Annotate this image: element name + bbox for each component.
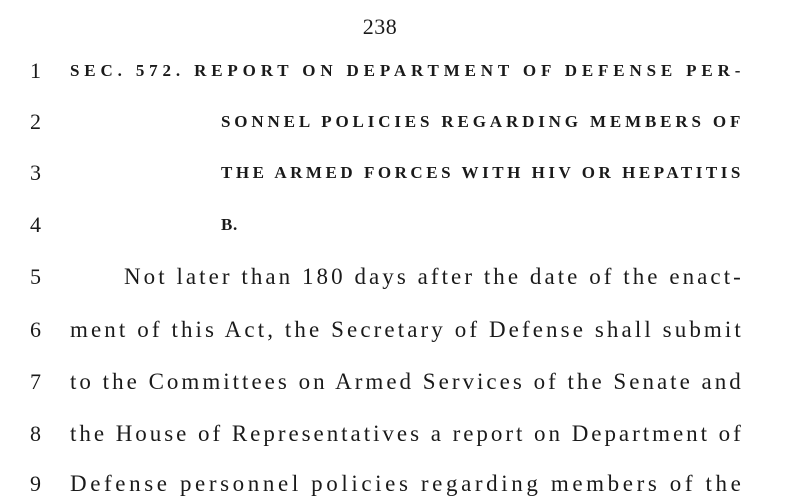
page-number: 238: [362, 14, 398, 39]
line-8: [0, 419, 796, 449]
line-number: 9: [30, 471, 41, 496]
line-number: 8: [30, 421, 41, 446]
line-3: [0, 158, 796, 188]
line-number: 1: [30, 58, 41, 83]
line-number: 2: [30, 109, 41, 134]
body-line: to the Committees on Armed Services of the Senate and: [70, 369, 744, 394]
line-number: 3: [30, 160, 41, 185]
heading-line: SEC. 572. REPORT ON DEPARTMENT OF DEFENSE PER-: [70, 61, 746, 80]
line-number: 4: [30, 212, 41, 237]
line-9: [0, 469, 796, 499]
line-4: [0, 210, 796, 240]
body-line: Defense personnel policies regarding members of the: [70, 471, 745, 496]
line-2: [0, 107, 796, 137]
body-line: Not later than 180 days after the date of the enact-: [124, 264, 744, 289]
line-1: [0, 56, 796, 86]
body-line: ment of this Act, the Secretary of Defense shall submit: [70, 317, 744, 342]
heading-line: SONNEL POLICIES REGARDING MEMBERS OF: [221, 112, 745, 131]
line-6: [0, 315, 796, 345]
line-7: [0, 367, 796, 397]
line-number: 6: [30, 317, 41, 342]
line-number: 7: [30, 369, 41, 394]
heading-line: B.: [221, 215, 238, 234]
body-line: the House of Representatives a report on Department of: [70, 421, 744, 446]
heading-line: THE ARMED FORCES WITH HIV OR HEPATITIS: [221, 163, 744, 182]
line-5: [0, 262, 796, 292]
line-number: 5: [30, 264, 41, 289]
